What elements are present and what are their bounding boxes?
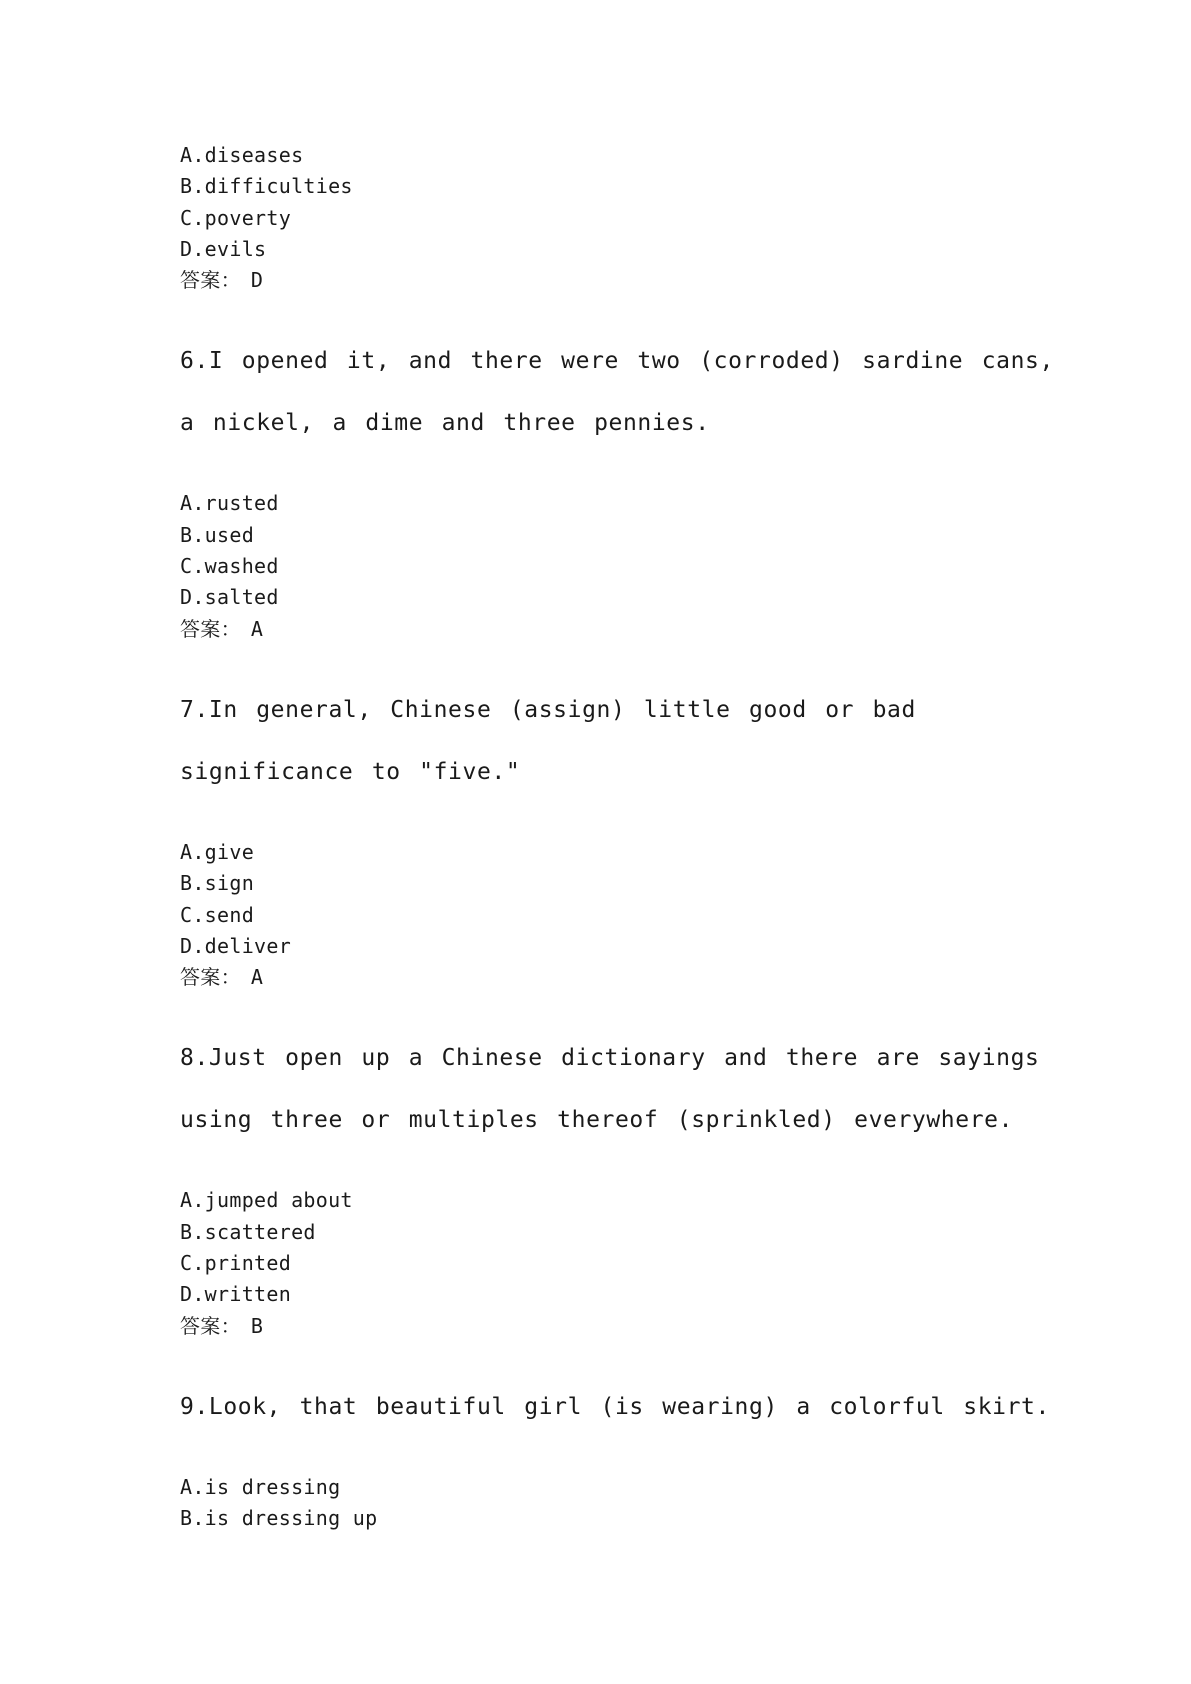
answer-line	[180, 265, 1060, 296]
option-c: C.send	[180, 902, 255, 927]
options-list	[180, 1472, 1060, 1535]
option-b: B.used	[180, 522, 255, 547]
option-c: C.poverty	[180, 205, 292, 230]
question-text: 8.Just open up a Chinese dictionary and there are sayings using three or multiples thereof (sprinkled) everywhere.	[180, 1045, 1040, 1134]
option-d: D.salted	[180, 585, 279, 610]
answer-line	[180, 1311, 1060, 1342]
option-d: D.written	[180, 1282, 292, 1307]
question-9-block	[180, 1376, 1060, 1535]
answer-value: D	[250, 268, 264, 293]
option-c: C.washed	[180, 554, 279, 579]
question-8-block	[180, 1027, 1060, 1341]
option-b: B.is dressing up	[180, 1506, 378, 1531]
question-5-options-block	[180, 140, 1060, 296]
question-text: 9.Look, that beautiful girl (is wearing) a colorful skirt.	[180, 1393, 1050, 1420]
option-d: D.deliver	[180, 933, 292, 958]
answer-label: 答案：	[180, 965, 241, 990]
options-list	[180, 837, 1060, 962]
answer-value: A	[250, 616, 264, 641]
options-list	[180, 140, 1060, 265]
option-c: C.printed	[180, 1251, 292, 1276]
document-page	[180, 140, 1060, 1535]
question-7-block	[180, 679, 1060, 993]
option-b: B.sign	[180, 871, 255, 896]
answer-line	[180, 962, 1060, 993]
question-6-block	[180, 330, 1060, 644]
option-a: A.is dressing	[180, 1474, 341, 1499]
option-a: A.diseases	[180, 143, 304, 167]
options-list	[180, 1185, 1060, 1310]
option-b: B.difficulties	[180, 174, 353, 199]
option-a: A.give	[180, 839, 255, 864]
option-a: A.rusted	[180, 491, 279, 516]
answer-value: B	[250, 1313, 264, 1338]
question-text: 6.I opened it, and there were two (corroded) sardine cans, a nickel, a dime and three pennies.	[180, 348, 1054, 437]
answer-label: 答案：	[180, 616, 241, 641]
options-list	[180, 488, 1060, 613]
option-d: D.evils	[180, 236, 267, 261]
option-a: A.jumped about	[180, 1188, 353, 1213]
answer-line	[180, 614, 1060, 645]
answer-label: 答案：	[180, 1313, 241, 1338]
answer-value: A	[250, 965, 264, 990]
option-b: B.scattered	[180, 1219, 316, 1244]
answer-label: 答案：	[180, 268, 241, 293]
question-text: 7.In general, Chinese (assign) little good or bad significance to "five."	[180, 696, 916, 785]
